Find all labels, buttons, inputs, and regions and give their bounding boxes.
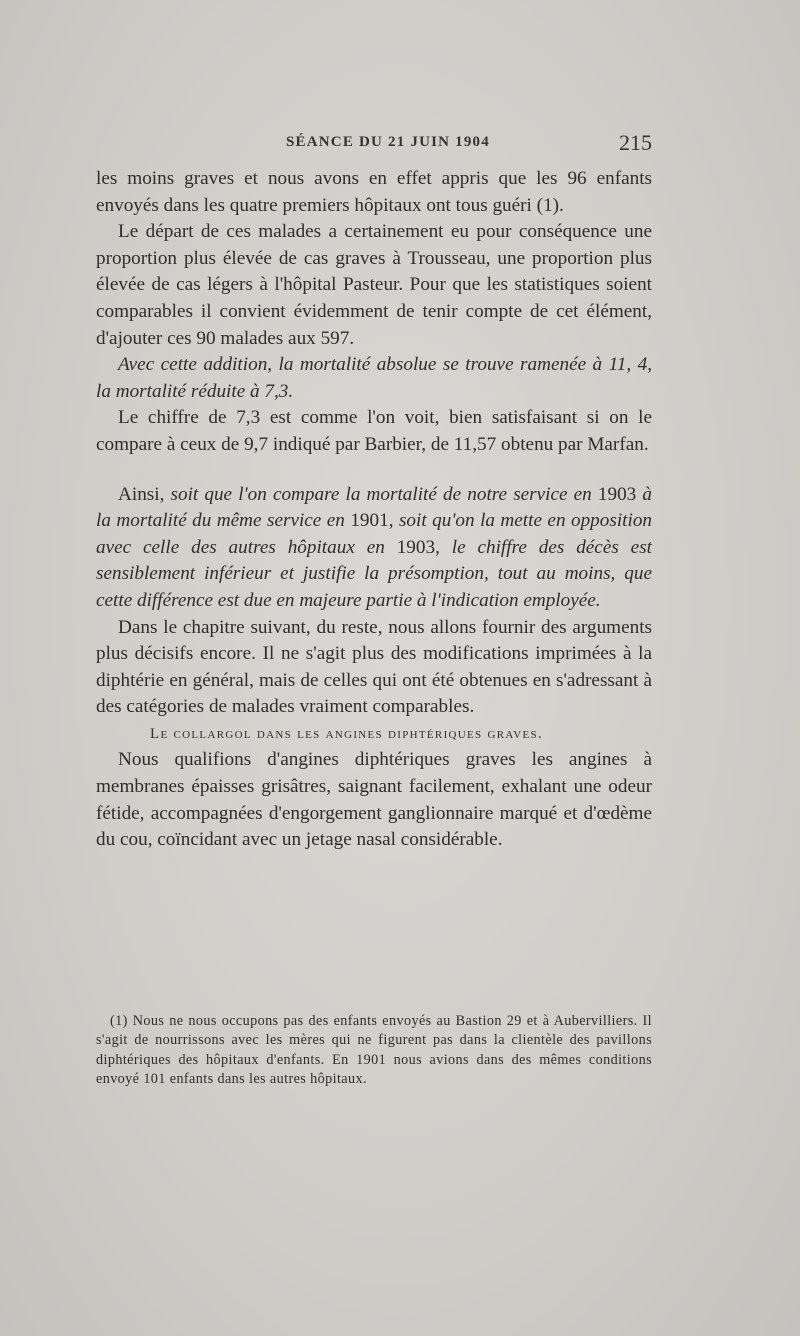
p5-year-3: 1903, [384,536,452,558]
p5-italic-4: le chiffre des décès est sensiblement inférieur et justifie la présomption, tout au moins, que cette différence est due en majeure partie à l'indication employée. [96,536,652,611]
paragraph-4: Le chiffre de 7,3 est comme l'on voit, bien satisfaisant si on le compare à ceux de 9,7 indiqué par Barbier, de 11,57 obtenu par Marfan. [96,407,652,455]
footnote-text: (1) Nous ne nous occupons pas des enfants envoyés au Bastion 29 et à Aubervilliers. Il s'agit de nourrissons avec les mères qui ne figurent pas dans la clientèle des pavillons diphtériques des hôpitaux d'enfants. En 1901 nous avions dans des mêmes conditions envoyé 101 enfants dans les autres hôpitaux. [96,1013,652,1087]
paragraph-7: Nous qualifions d'angines diphtériques graves les angines à membranes épaisses grisâtres, saignant facilement, exhalant une odeur fétide, accompagnées d'engorgement ganglionnaire marqué et d'œdème du cou, coïncidant avec un jetage nasal considérable. [96,749,652,851]
footnote [96,1012,652,1089]
p5-year-1: 1903 [591,483,643,505]
p5-italic-2: à la mortalité du même service en [96,483,652,532]
paragraph-3: Avec cette addition, la mortalité absolue se trouve ramenée à 11, 4, la mortalité réduite à 7,3. [96,354,652,402]
paragraph-1: les moins graves et nous avons en effet appris que les 96 enfants envoyés dans les quatre premiers hôpitaux ont tous guéri (1). [96,168,652,216]
section-title: Le collargol dans les angines diphtériques graves. [150,725,543,742]
running-head: SÉANCE DU 21 JUIN 1904 [286,134,490,150]
p5-year-2: 1901, [344,510,399,532]
p5-italic-3: soit qu'on la mette en opposition avec celle des autres hôpitaux en [96,510,653,558]
paragraph-6: Dans le chapitre suivant, du reste, nous allons fournir des arguments plus décisifs encore. Il ne s'agit plus des modifications imprimées à la diphtérie en général, mais de celles qui ont été obtenues en s'adressant à des catégories de malades vraiment comparables. [96,616,652,718]
page-number: 215 [619,130,652,155]
body-text [96,166,652,854]
p5-italic-1: soit que l'on compare la mortalité de notre service en [170,483,592,505]
paragraph-2: Le départ de ces malades a certainement eu pour conséquence une proportion plus élevée de cas graves à Trousseau, une proportion plus élevée de cas légers à l'hôpital Pasteur. Pour que les statistiques soient comparables il convient évidemment de tenir compte de cet élément, d'ajouter ces 90 malades aux 597. [96,221,652,349]
p5-lead: Ainsi, [118,483,171,505]
paragraph-5 [96,482,652,615]
page-header [96,130,652,156]
